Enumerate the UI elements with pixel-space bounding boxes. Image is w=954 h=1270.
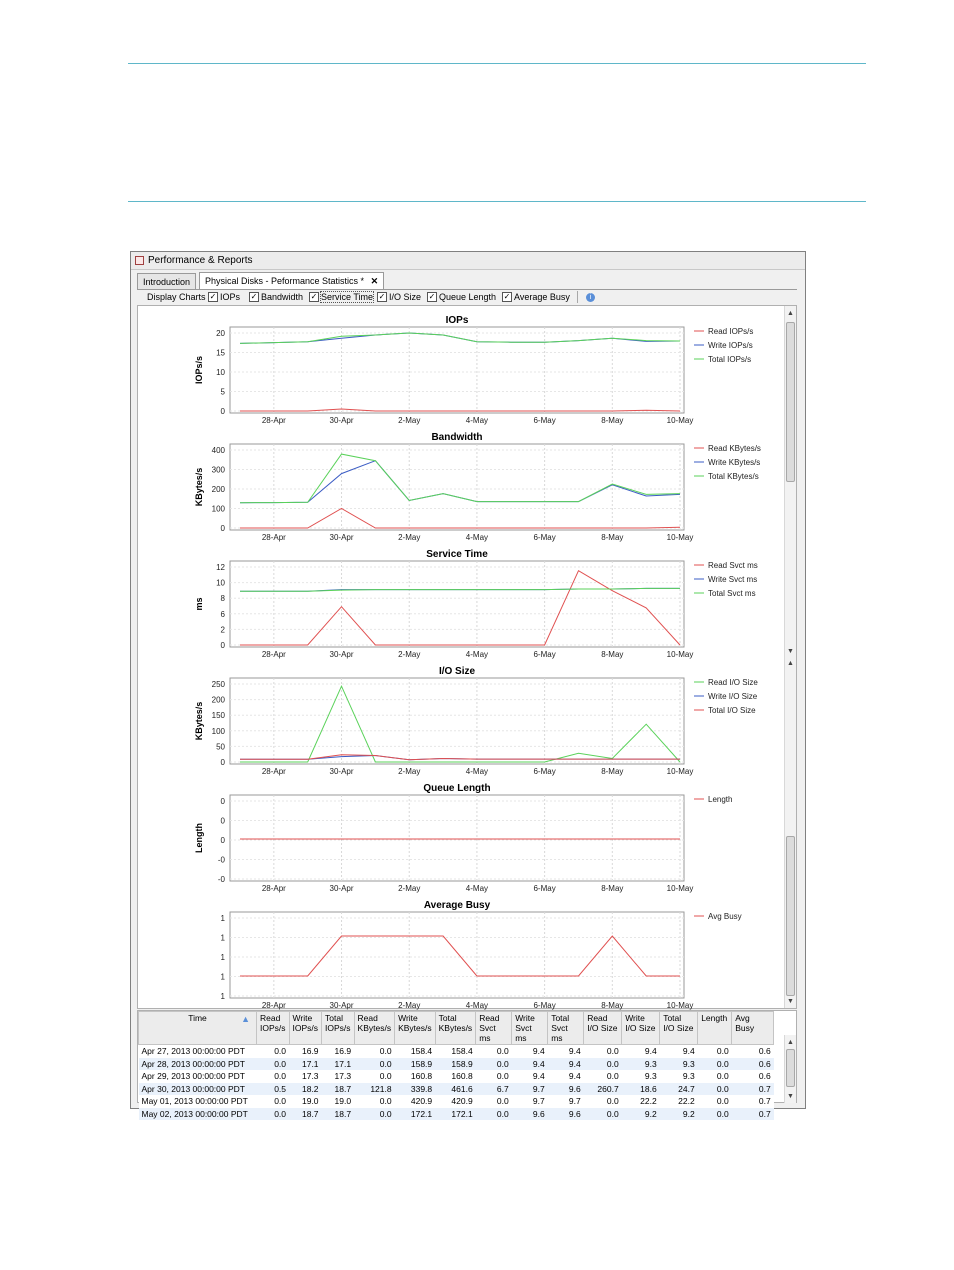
- row-value-cell: 0.0: [257, 1058, 290, 1071]
- row-value-cell: 9.3: [660, 1058, 698, 1071]
- row-value-cell: 0.0: [476, 1108, 512, 1121]
- row-time-cell: May 02, 2013 00:00:00 PDT: [139, 1108, 257, 1121]
- row-value-cell: 0.0: [698, 1083, 732, 1096]
- row-value-cell: 0.0: [584, 1095, 622, 1108]
- row-value-cell: 0.0: [354, 1070, 395, 1083]
- row-value-cell: 9.6: [548, 1083, 584, 1096]
- column-header-unit: I/O Size: [625, 1023, 656, 1033]
- performance-window: [130, 251, 806, 1119]
- row-value-cell: 0.0: [698, 1095, 732, 1108]
- i-o-size-plot-frame: [230, 678, 684, 764]
- bandwidth-x-tick-label: 6-May: [533, 533, 556, 542]
- column-header-unit: Svct ms: [515, 1023, 532, 1043]
- iops-y-tick-label: 5: [220, 387, 225, 397]
- column-header-unit: KBytes/s: [398, 1023, 432, 1033]
- bandwidth-legend-label: Total KBytes/s: [708, 472, 759, 481]
- table-body: [139, 1045, 774, 1121]
- row-time-cell: Apr 27, 2013 00:00:00 PDT: [139, 1045, 257, 1058]
- top-rule: [128, 63, 866, 64]
- iops-x-tick-label: 2-May: [398, 416, 421, 425]
- tab-label: Introduction: [143, 277, 191, 287]
- scroll-up-arrow-icon[interactable]: ▲: [787, 1039, 794, 1046]
- column-header-unit: I/O Size: [663, 1023, 694, 1033]
- toolbar-divider: [577, 291, 578, 303]
- queue-length-legend-label: Length: [708, 795, 733, 804]
- row-value-cell: 17.3: [289, 1070, 322, 1083]
- i-o-size-y-tick-label: 0: [220, 758, 225, 767]
- queue-length-x-tick-label: 30-Apr: [329, 884, 354, 893]
- row-value-cell: 0.0: [354, 1095, 395, 1108]
- i-o-size-y-tick-label: 50: [216, 742, 225, 752]
- iops-x-tick-label: 30-Apr: [329, 416, 354, 425]
- column-header-label: Total: [551, 1013, 570, 1023]
- row-value-cell: 9.3: [660, 1070, 698, 1083]
- tab-label: Physical Disks - Peformance Statistics *: [205, 276, 365, 286]
- row-value-cell: 0.0: [354, 1108, 395, 1121]
- row-value-cell: 22.2: [622, 1095, 660, 1108]
- service-time-legend-label: Write Svct ms: [708, 575, 758, 584]
- column-header-unit: KBytes/s: [357, 1023, 392, 1033]
- row-value-cell: 0.6: [732, 1070, 774, 1083]
- checkbox-iops[interactable]: [208, 290, 240, 305]
- display-charts-label: Display Charts: [147, 292, 206, 302]
- queue-length-y-tick-label: 0: [220, 836, 225, 845]
- column-header[interactable]: [139, 1012, 257, 1045]
- row-value-cell: 24.7: [660, 1083, 698, 1096]
- chart-app-icon: [135, 256, 144, 265]
- i-o-size-legend-label: Read I/O Size: [708, 678, 758, 687]
- row-value-cell: 0.0: [476, 1070, 512, 1083]
- row-value-cell: 0.0: [584, 1108, 622, 1121]
- column-header[interactable]: [476, 1012, 512, 1045]
- queue-length-y-tick-label: -0: [217, 875, 225, 884]
- row-value-cell: 9.2: [660, 1108, 698, 1121]
- queue-length-x-tick-label: 2-May: [398, 884, 421, 893]
- checkbox-queue-length[interactable]: [427, 290, 496, 305]
- column-header[interactable]: [257, 1012, 290, 1045]
- row-value-cell: 0.0: [584, 1058, 622, 1071]
- iops-y-axis-label: IOPs/s: [194, 355, 204, 385]
- service-time-y-tick-label: 6: [220, 609, 225, 619]
- checkbox-bandwidth[interactable]: [249, 290, 303, 305]
- average-busy-chart-title: Average Busy: [423, 900, 491, 911]
- bandwidth-y-tick-label: 100: [211, 504, 225, 514]
- average-busy-x-tick-label: 8-May: [601, 1001, 624, 1010]
- service-time-x-tick-label: 10-May: [666, 650, 694, 659]
- column-header-label: Total: [325, 1013, 343, 1023]
- column-header-unit: IOPs/s: [260, 1023, 286, 1033]
- bandwidth-x-tick-label: 4-May: [465, 533, 489, 542]
- service-time-y-tick-label: 8: [220, 594, 225, 604]
- checkbox-average-busy[interactable]: [502, 290, 570, 305]
- row-value-cell: 0.0: [476, 1095, 512, 1108]
- scroll-down-arrow-icon[interactable]: ▼: [787, 1093, 794, 1100]
- bandwidth-x-tick-label: 10-May: [666, 533, 694, 542]
- iops-chart-title: IOPs: [445, 315, 469, 326]
- checkmark-icon: ✓: [250, 291, 258, 301]
- row-value-cell: 0.6: [732, 1045, 774, 1058]
- checkbox-label: Bandwidth: [261, 292, 304, 302]
- service-time-x-tick-label: 6-May: [533, 650, 556, 659]
- bandwidth-plot-frame: [230, 444, 684, 530]
- average-busy-x-tick-label: 30-Apr: [329, 1001, 354, 1010]
- checkbox-label: Queue Length: [439, 292, 497, 302]
- row-value-cell: 0.0: [354, 1058, 395, 1071]
- checkmark-icon: ✓: [310, 291, 318, 301]
- queue-length-x-tick-label: 10-May: [666, 884, 694, 893]
- i-o-size-chart-title: I/O Size: [438, 666, 476, 677]
- column-header[interactable]: [512, 1012, 548, 1045]
- iops-x-tick-label: 28-Apr: [261, 416, 286, 425]
- i-o-size-y-tick-label: 150: [211, 711, 225, 721]
- stats-table: [138, 1011, 774, 1120]
- row-value-cell: 9.4: [548, 1070, 584, 1083]
- row-value-cell: 461.6: [435, 1083, 476, 1096]
- row-value-cell: 0.0: [584, 1070, 622, 1083]
- i-o-size-legend-label: Total I/O Size: [708, 706, 756, 715]
- average-busy-y-tick-label: 1: [220, 933, 225, 943]
- iops-legend-label: Write IOPs/s: [708, 341, 753, 350]
- table-row[interactable]: [139, 1070, 774, 1083]
- service-time-x-tick-label: 28-Apr: [261, 650, 286, 659]
- row-value-cell: 18.2: [289, 1083, 322, 1096]
- service-time-y-tick-label: 10: [216, 578, 225, 588]
- i-o-size-x-tick-label: 30-Apr: [329, 767, 354, 776]
- iops-x-tick-label: 6-May: [533, 416, 556, 425]
- bandwidth-x-tick-label: 2-May: [398, 533, 421, 542]
- row-value-cell: 9.6: [512, 1108, 548, 1121]
- checkmark-icon: ✓: [428, 291, 436, 301]
- service-time-legend-label: Read Svct ms: [708, 561, 758, 570]
- row-value-cell: 121.8: [354, 1083, 395, 1096]
- row-value-cell: 9.3: [622, 1070, 660, 1083]
- iops-x-tick-label: 8-May: [601, 416, 624, 425]
- column-header-label: Length: [701, 1013, 728, 1023]
- column-header-label: Read: [357, 1013, 378, 1023]
- row-value-cell: 9.4: [548, 1058, 584, 1071]
- row-value-cell: 19.0: [289, 1095, 322, 1108]
- bandwidth-y-tick-label: 400: [211, 446, 225, 455]
- column-header-unit: KBytes/s: [438, 1023, 473, 1033]
- row-value-cell: 0.0: [584, 1045, 622, 1058]
- row-value-cell: 0.0: [257, 1095, 290, 1108]
- row-value-cell: 9.2: [622, 1108, 660, 1121]
- checkbox-io-size[interactable]: [377, 290, 421, 305]
- row-value-cell: 339.8: [395, 1083, 436, 1096]
- window-titlebar: [131, 252, 805, 270]
- service-time-y-axis-label: ms: [194, 597, 204, 611]
- table-row[interactable]: [139, 1095, 774, 1108]
- column-header-label: Total: [663, 1013, 682, 1023]
- table-row[interactable]: [139, 1108, 774, 1121]
- checkbox-service-time[interactable]: [309, 290, 373, 305]
- column-header[interactable]: [322, 1012, 355, 1045]
- scroll-up-arrow-icon[interactable]: ▲: [787, 310, 794, 317]
- checkbox-label: Service Time: [321, 292, 374, 302]
- tab-introduction[interactable]: [137, 273, 196, 289]
- tab-physical-disks[interactable]: [199, 272, 384, 289]
- average-busy-x-tick-label: 4-May: [465, 1001, 489, 1010]
- table-row[interactable]: [139, 1045, 774, 1058]
- row-value-cell: 0.0: [698, 1108, 732, 1121]
- bandwidth-legend-label: Write KBytes/s: [708, 458, 761, 467]
- row-value-cell: 420.9: [395, 1095, 436, 1108]
- sort-ascending-icon[interactable]: ▲: [241, 1014, 250, 1024]
- average-busy-x-tick-label: 6-May: [533, 1001, 556, 1010]
- charts-panel: [137, 305, 797, 1009]
- row-time-cell: May 01, 2013 00:00:00 PDT: [139, 1095, 257, 1108]
- row-value-cell: 9.4: [512, 1070, 548, 1083]
- bandwidth-y-tick-label: 200: [211, 485, 225, 494]
- queue-length-x-tick-label: 28-Apr: [261, 884, 286, 893]
- column-header[interactable]: [584, 1012, 622, 1045]
- column-header-label: Read: [587, 1013, 608, 1023]
- column-header-label: Write: [398, 1013, 418, 1023]
- checkbox-label: I/O Size: [389, 292, 422, 302]
- queue-length-x-tick-label: 8-May: [601, 884, 624, 893]
- scroll-down-arrow-icon[interactable]: ▼: [787, 648, 794, 655]
- checkmark-icon: ✓: [378, 291, 386, 301]
- service-time-x-tick-label: 2-May: [398, 650, 421, 659]
- column-header[interactable]: [289, 1012, 322, 1045]
- row-value-cell: 158.4: [435, 1045, 476, 1058]
- row-value-cell: 9.4: [512, 1058, 548, 1071]
- iops-y-tick-label: 20: [216, 329, 225, 338]
- column-header-unit: IOPs/s: [292, 1023, 319, 1033]
- scroll-up-arrow-icon[interactable]: ▲: [787, 660, 794, 667]
- row-value-cell: 158.9: [435, 1058, 476, 1071]
- bandwidth-x-tick-label: 8-May: [601, 533, 624, 542]
- i-o-size-x-tick-label: 6-May: [533, 767, 556, 776]
- checkbox-label: Average Busy: [514, 292, 570, 302]
- row-value-cell: 18.7: [322, 1108, 355, 1121]
- row-value-cell: 0.6: [732, 1058, 774, 1071]
- service-time-x-tick-label: 30-Apr: [329, 650, 354, 659]
- stats-table-panel: [137, 1010, 797, 1119]
- queue-length-y-axis-label: Length: [194, 823, 204, 853]
- row-value-cell: 0.7: [732, 1083, 774, 1096]
- row-time-cell: Apr 29, 2013 00:00:00 PDT: [139, 1070, 257, 1083]
- row-value-cell: 19.0: [322, 1095, 355, 1108]
- window-title: Performance & Reports: [148, 255, 253, 266]
- i-o-size-y-tick-label: 250: [211, 680, 225, 689]
- average-busy-x-tick-label: 2-May: [398, 1001, 421, 1010]
- i-o-size-x-tick-label: 8-May: [601, 767, 624, 776]
- row-value-cell: 16.9: [322, 1045, 355, 1058]
- row-value-cell: 0.0: [698, 1070, 732, 1083]
- column-header-unit: Svct ms: [551, 1023, 568, 1043]
- bandwidth-x-tick-label: 28-Apr: [261, 533, 286, 542]
- row-value-cell: 17.1: [322, 1058, 355, 1071]
- column-header[interactable]: [698, 1012, 732, 1045]
- column-header-label: Write: [625, 1013, 645, 1023]
- checkmark-icon: ✓: [503, 291, 511, 301]
- i-o-size-x-tick-label: 4-May: [465, 767, 489, 776]
- column-header[interactable]: [548, 1012, 584, 1045]
- average-busy-y-tick-label: 1: [220, 972, 225, 982]
- column-header[interactable]: [435, 1012, 476, 1045]
- row-value-cell: 172.1: [435, 1108, 476, 1121]
- average-busy-x-tick-label: 10-May: [666, 1001, 694, 1010]
- row-value-cell: 0.5: [257, 1083, 290, 1096]
- iops-legend-label: Total IOPs/s: [708, 355, 752, 364]
- column-header-label: Write: [292, 1013, 313, 1023]
- average-busy-y-tick-label: 1: [220, 914, 225, 923]
- column-header-label: Time: [188, 1013, 207, 1023]
- average-busy-y-tick-label: 1: [220, 992, 225, 1001]
- charts-scrollbar[interactable]: [784, 306, 796, 1008]
- i-o-size-x-tick-label: 2-May: [398, 767, 421, 776]
- column-header[interactable]: [660, 1012, 698, 1045]
- info-icon[interactable]: i: [586, 293, 595, 302]
- queue-length-y-tick-label: 0: [220, 816, 225, 826]
- row-value-cell: 172.1: [395, 1108, 436, 1121]
- average-busy-x-tick-label: 28-Apr: [261, 1001, 286, 1010]
- bandwidth-legend-label: Read KBytes/s: [708, 444, 761, 453]
- row-value-cell: 0.0: [257, 1070, 290, 1083]
- row-value-cell: 6.7: [476, 1083, 512, 1096]
- scroll-down-arrow-icon[interactable]: ▼: [787, 998, 794, 1005]
- service-time-y-tick-label: 12: [216, 563, 225, 572]
- row-value-cell: 18.6: [622, 1083, 660, 1096]
- row-value-cell: 18.7: [322, 1083, 355, 1096]
- row-value-cell: 0.0: [476, 1058, 512, 1071]
- bandwidth-chart-title: Bandwidth: [431, 432, 483, 443]
- row-value-cell: 9.4: [622, 1045, 660, 1058]
- row-value-cell: 0.0: [257, 1045, 290, 1058]
- row-time-cell: Apr 28, 2013 00:00:00 PDT: [139, 1058, 257, 1071]
- scrollbar-thumb[interactable]: [786, 1049, 795, 1087]
- row-value-cell: 158.9: [395, 1058, 436, 1071]
- row-value-cell: 17.3: [322, 1070, 355, 1083]
- i-o-size-legend-label: Write I/O Size: [708, 692, 758, 701]
- queue-length-y-tick-label: 0: [220, 797, 225, 806]
- row-value-cell: 9.3: [622, 1058, 660, 1071]
- queue-length-plot-frame: [230, 795, 684, 881]
- row-value-cell: 160.8: [395, 1070, 436, 1083]
- column-header-label: Read: [260, 1013, 281, 1023]
- checkmark-icon: ✓: [209, 291, 217, 301]
- row-value-cell: 158.4: [395, 1045, 436, 1058]
- iops-x-tick-label: 4-May: [465, 416, 489, 425]
- service-time-x-tick-label: 4-May: [465, 650, 489, 659]
- i-o-size-y-tick-label: 100: [211, 726, 225, 736]
- column-header[interactable]: [732, 1012, 774, 1045]
- service-time-chart-title: Service Time: [426, 549, 488, 560]
- scrollbar-thumb[interactable]: [786, 322, 795, 482]
- queue-length-y-tick-label: -0: [217, 855, 225, 865]
- service-time-legend-label: Total Svct ms: [708, 589, 756, 598]
- bandwidth-x-tick-label: 30-Apr: [329, 533, 354, 542]
- column-header[interactable]: [395, 1012, 436, 1045]
- row-value-cell: 260.7: [584, 1083, 622, 1096]
- iops-y-tick-label: 0: [220, 407, 225, 416]
- average-busy-plot-frame: [230, 912, 684, 998]
- queue-length-x-tick-label: 6-May: [533, 884, 556, 893]
- average-busy-y-tick-label: 1: [220, 953, 225, 962]
- column-header-unit: Svct ms: [479, 1023, 496, 1043]
- iops-plot-frame: [230, 327, 684, 413]
- close-tab-icon[interactable]: ✕: [370, 276, 379, 286]
- column-header[interactable]: [622, 1012, 660, 1045]
- iops-y-tick-label: 10: [216, 368, 225, 377]
- iops-x-tick-label: 10-May: [666, 416, 694, 425]
- row-value-cell: 0.0: [698, 1045, 732, 1058]
- bandwidth-y-axis-label: KBytes/s: [194, 467, 204, 507]
- row-value-cell: 9.7: [548, 1095, 584, 1108]
- i-o-size-y-axis-label: KBytes/s: [194, 701, 204, 741]
- column-header-label: Read: [479, 1013, 500, 1023]
- queue-length-chart-title: Queue Length: [423, 783, 491, 794]
- row-value-cell: 9.7: [512, 1095, 548, 1108]
- row-value-cell: 9.4: [512, 1045, 548, 1058]
- row-value-cell: 9.4: [660, 1045, 698, 1058]
- i-o-size-x-tick-label: 28-Apr: [261, 767, 286, 776]
- average-busy-legend-label: Avg Busy: [708, 912, 742, 921]
- row-value-cell: 9.4: [548, 1045, 584, 1058]
- queue-length-x-tick-label: 4-May: [465, 884, 489, 893]
- scrollbar-thumb[interactable]: [786, 836, 795, 996]
- row-value-cell: 0.7: [732, 1095, 774, 1108]
- row-value-cell: 160.8: [435, 1070, 476, 1083]
- iops-y-tick-label: 15: [216, 348, 225, 358]
- row-value-cell: 420.9: [435, 1095, 476, 1108]
- row-time-cell: Apr 30, 2013 00:00:00 PDT: [139, 1083, 257, 1096]
- column-header-unit: IOPs/s: [325, 1023, 351, 1033]
- table-scrollbar[interactable]: [784, 1035, 796, 1103]
- table-row[interactable]: [139, 1058, 774, 1071]
- column-header-label: Total: [438, 1013, 457, 1023]
- i-o-size-x-tick-label: 10-May: [666, 767, 694, 776]
- row-value-cell: 9.7: [512, 1083, 548, 1096]
- row-value-cell: 16.9: [289, 1045, 322, 1058]
- column-header[interactable]: [354, 1012, 395, 1045]
- service-time-y-tick-label: 0: [220, 641, 225, 650]
- i-o-size-y-tick-label: 200: [211, 695, 225, 705]
- column-header-unit: I/O Size: [587, 1023, 618, 1033]
- checkbox-label: IOPs: [220, 292, 241, 302]
- row-value-cell: 0.0: [257, 1108, 290, 1121]
- bandwidth-y-tick-label: 300: [211, 465, 225, 475]
- display-charts-toolbar: [137, 289, 797, 305]
- service-time-x-tick-label: 8-May: [601, 650, 624, 659]
- iops-legend-label: Read IOPs/s: [708, 327, 754, 336]
- row-value-cell: 18.7: [289, 1108, 322, 1121]
- column-header-label: Write: [515, 1013, 535, 1023]
- table-header-row: [139, 1012, 774, 1045]
- column-header-label: Avg Busy: [735, 1013, 755, 1033]
- row-value-cell: 0.0: [354, 1045, 395, 1058]
- table-row[interactable]: [139, 1083, 774, 1096]
- row-value-cell: 0.7: [732, 1108, 774, 1121]
- second-rule: [128, 201, 866, 202]
- service-time-y-tick-label: 2: [220, 625, 225, 635]
- row-value-cell: 22.2: [660, 1095, 698, 1108]
- charts-svg: [138, 306, 784, 1008]
- row-value-cell: 17.1: [289, 1058, 322, 1071]
- row-value-cell: 0.0: [476, 1045, 512, 1058]
- row-value-cell: 0.0: [698, 1058, 732, 1071]
- service-time-plot-frame: [230, 561, 684, 647]
- row-value-cell: 9.6: [548, 1108, 584, 1121]
- bandwidth-y-tick-label: 0: [220, 524, 225, 533]
